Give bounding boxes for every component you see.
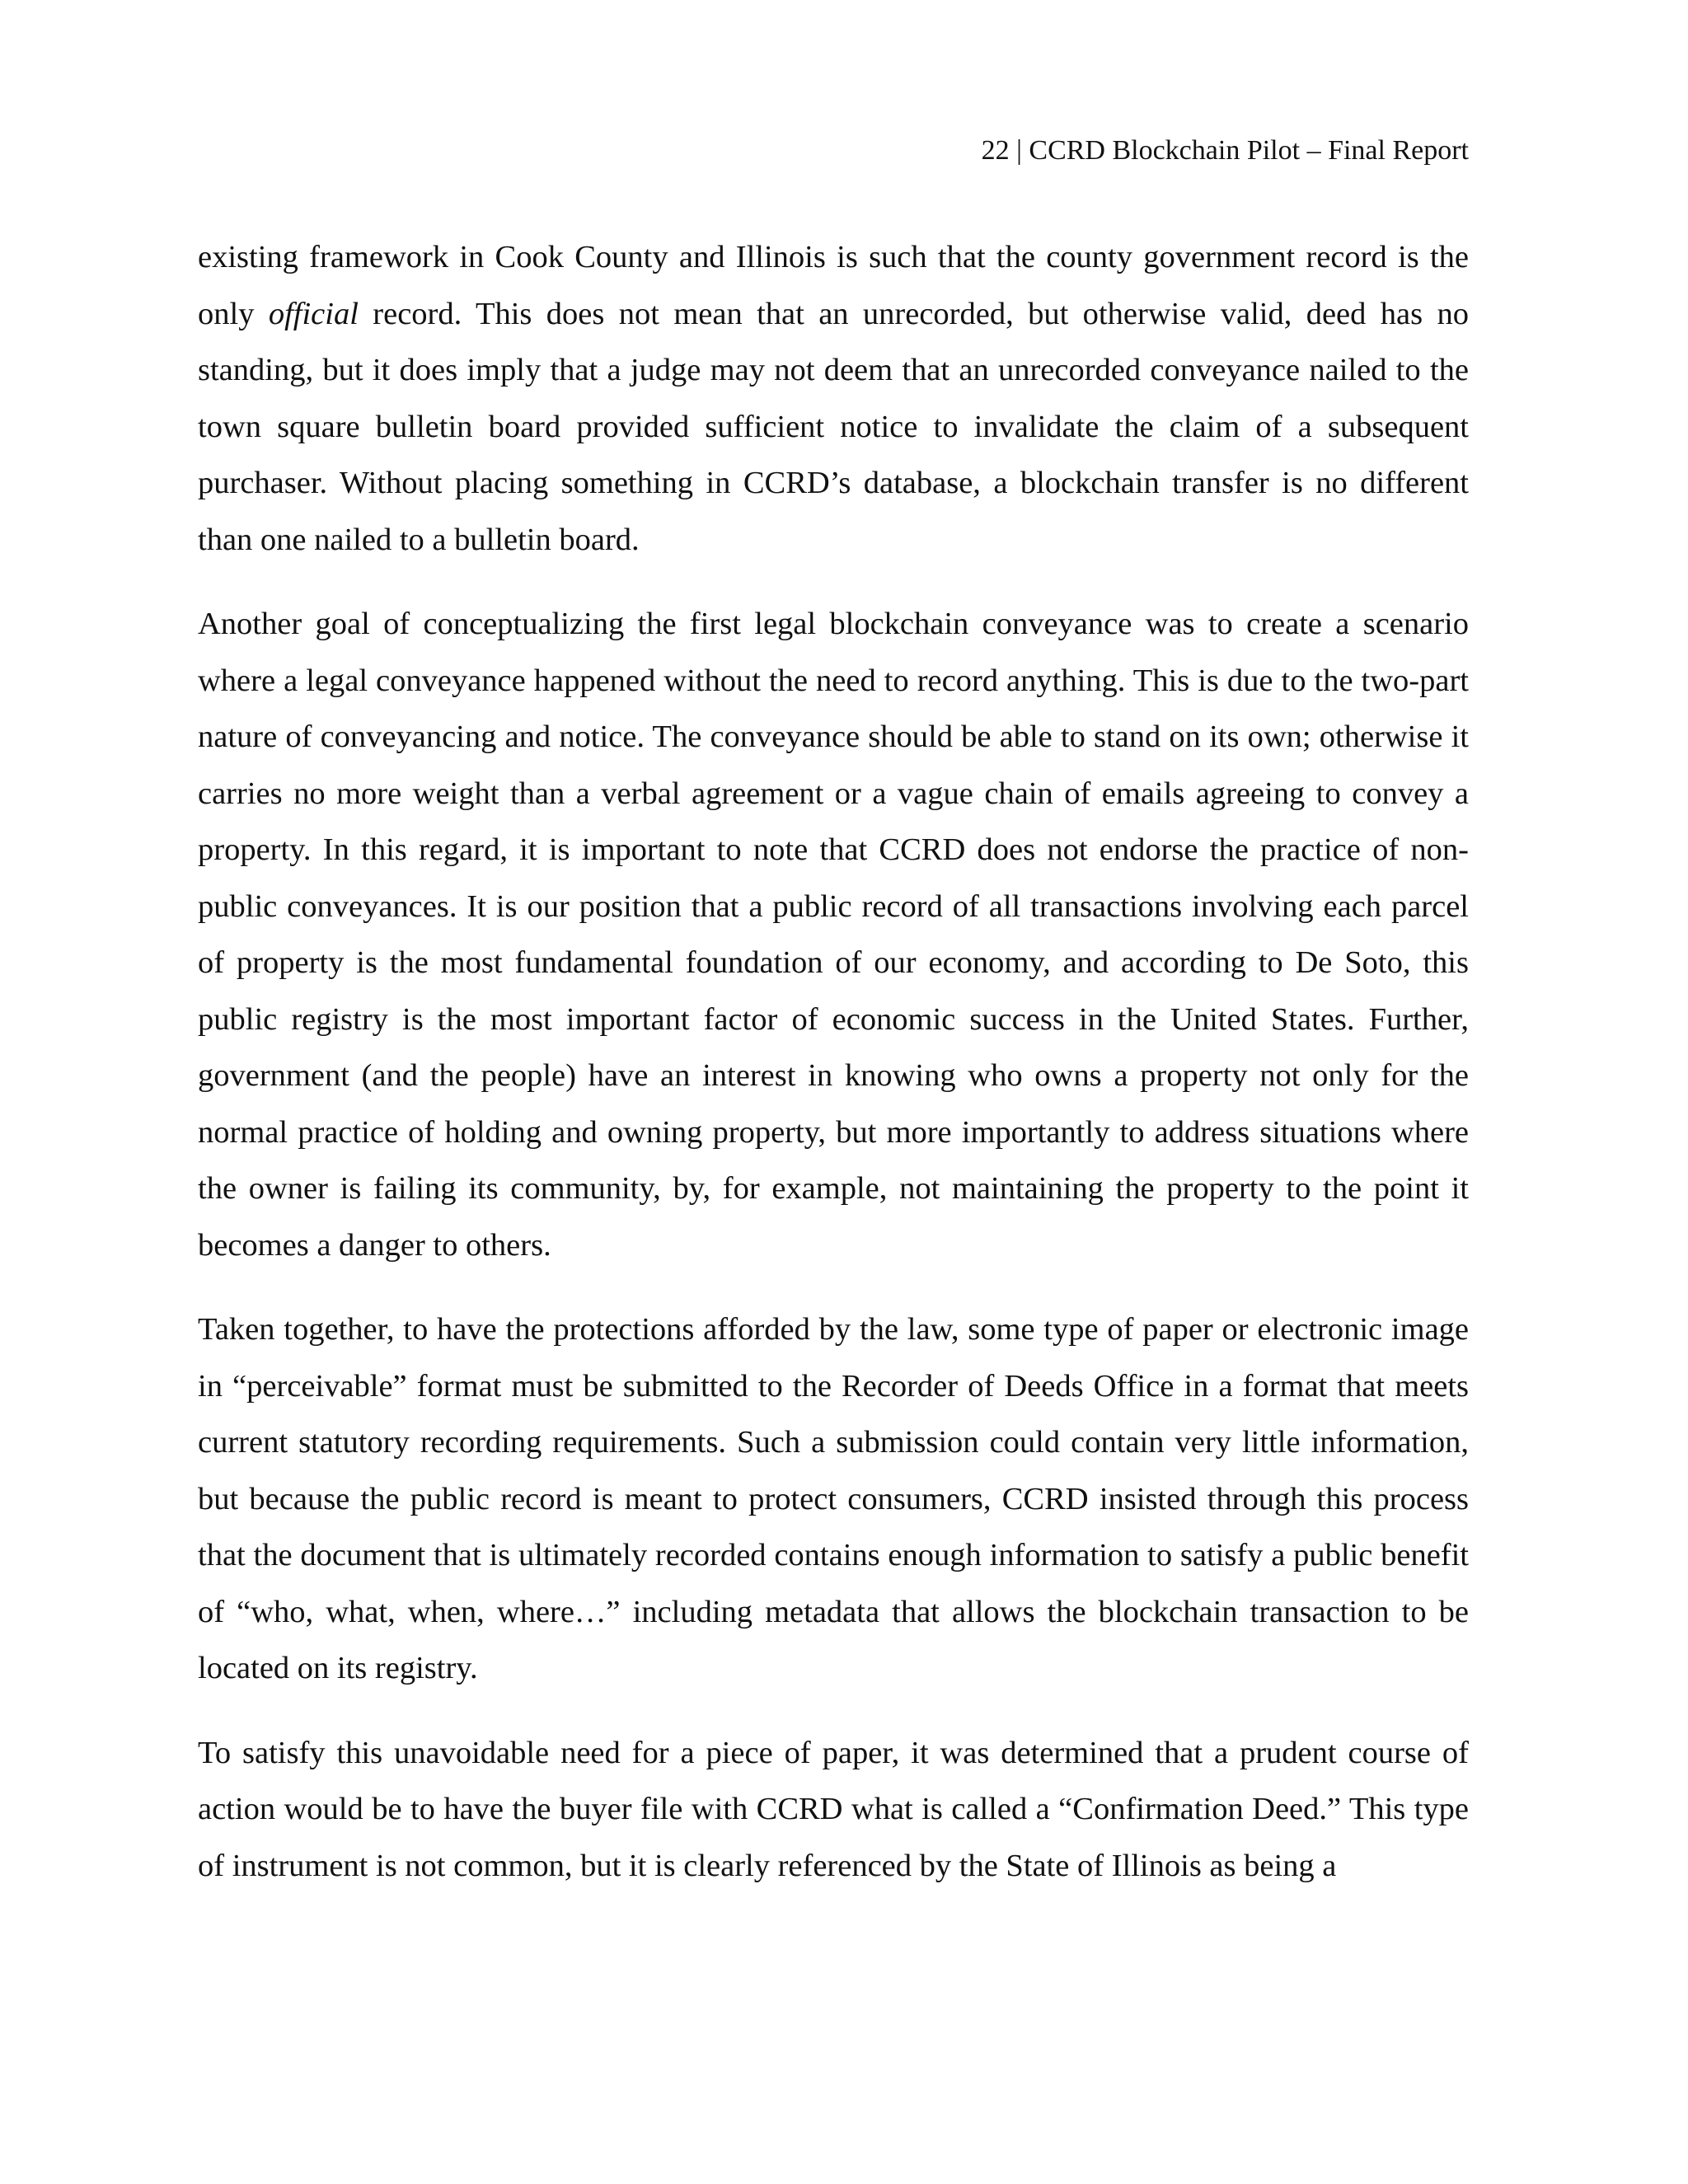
paragraph-1-emphasis: official xyxy=(268,296,359,331)
paragraph-4: To satisfy this unavoidable need for a piece of paper, it was determined that a prudent course of action would be to have the buyer file with CCRD what is called a “Confirmation Deed.” This type of instrument is not common, but it is clearly referenced by the State of Illinois as being a xyxy=(198,1735,1469,1883)
paragraph-1 xyxy=(198,229,1469,568)
running-header: 22 | CCRD Blockchain Pilot – Final Report xyxy=(981,135,1469,166)
document-body xyxy=(198,229,1469,1922)
paragraph-1-text-before: existing framework in Cook County and Illinois is such that the county government record is the only xyxy=(198,240,1469,331)
paragraph-1-text-after: record. This does not mean that an unrecorded, but otherwise valid, deed has no standing, but it does imply that a judge may not deem that an unrecorded conveyance nailed to the town square bulletin board provided sufficient notice to invalidate the claim of a subsequent purchaser. Without placing something in CCRD’s database, a blockchain transfer is no different than one nailed to a bulletin board. xyxy=(198,296,1469,557)
paragraph-2: Another goal of conceptualizing the first legal blockchain conveyance was to create a scenario where a legal conveyance happened without the need to record anything. This is due to the two-part nature of conveyancing and notice. The conveyance should be able to stand on its own; otherwise it carries no more weight than a verbal agreement or a vague chain of emails agreeing to convey a property. In this regard, it is important to note that CCRD does not endorse the practice of non-public conveyances. It is our position that a public record of all transactions involving each parcel of property is the most fundamental foundation of our economy, and according to De Soto, this public registry is the most important factor of economic success in the United States. Further, government (and the people) have an interest in knowing who owns a property not only for the normal practice of holding and owning property, but more importantly to address situations where the owner is failing its community, by, for example, not maintaining the property to the point it becomes a danger to others. xyxy=(198,607,1469,1263)
paragraph-3: Taken together, to have the protections afforded by the law, some type of paper or electronic image in “perceivable” format must be submitted to the Recorder of Deeds Office in a format that meets current statutory recording requirements. Such a submission could contain very little information, but because the public record is meant to protect consumers, CCRD insisted through this process that the document that is ultimately recorded contains enough information to satisfy a public benefit of “who, what, when, where…” including metadata that allows the blockchain transaction to be located on its registry. xyxy=(198,1312,1469,1685)
